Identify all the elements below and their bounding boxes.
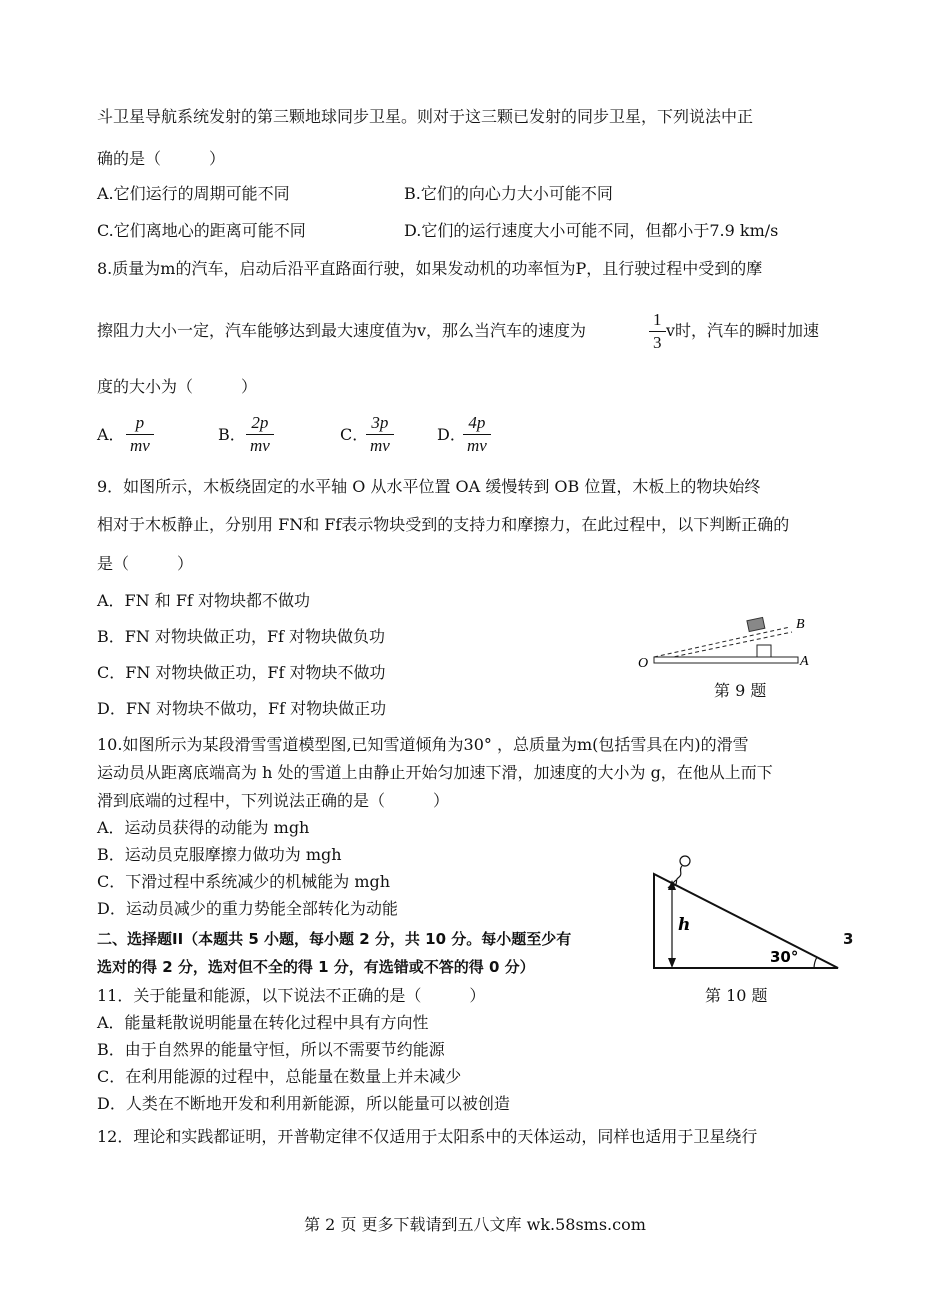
q10-line3: 滑到底端的过程中，下列说法正确的是（ ）: [97, 791, 450, 810]
q8-option-d-label: D．: [437, 425, 466, 444]
q11-option-b: B．由于自然界的能量守恒，所以不需要节约能源: [97, 1040, 445, 1059]
q8-option-a-fraction: [126, 413, 154, 456]
q8-option-b-fraction: [246, 413, 274, 456]
numerator: 2p: [251, 413, 269, 432]
q11-option-d: D．人类在不断地开发和利用新能源，所以能量可以被创造: [97, 1094, 510, 1113]
numerator: p: [135, 413, 145, 432]
fraction-bar: [246, 434, 274, 435]
q8-option-b-label: B．: [218, 425, 246, 444]
q10-caption: 第 10 题: [705, 986, 768, 1005]
q10-line2: 运动员从距离底端高为 h 处的雪道上由静止开始匀加速下滑，加速度的大小为 g，在他从上而下: [97, 763, 773, 782]
q11-line1: 11．关于能量和能源，以下说法不正确的是（ ）: [97, 986, 486, 1005]
q8-option-d-fraction: [463, 413, 491, 456]
q8-line3: 度的大小为（ ）: [97, 377, 258, 396]
q8-line2b: v时，汽车的瞬时加速: [666, 321, 820, 340]
board-oa: [654, 657, 798, 663]
q9-line1: 9．如图所示，木板绕固定的水平轴 O 从水平位置 OA 缓慢转到 OB 位置，木板上的物块始终: [97, 477, 761, 496]
block-on-oa: [757, 645, 771, 657]
label-b: B: [796, 617, 805, 632]
label-a: A: [800, 654, 809, 669]
q8-fraction: [649, 310, 666, 353]
section2-line1-end: 3: [843, 930, 854, 948]
q10-option-b: B．运动员克服摩擦力做功为 mgh: [97, 845, 342, 864]
label-h: h: [678, 915, 691, 935]
denominator: mv: [130, 436, 150, 455]
q7-option-d: D.它们的运行速度大小可能不同，但都小于7.9 km/s: [404, 221, 779, 240]
q7-option-c: C.它们离地心的距离可能不同: [97, 221, 306, 240]
q10-option-a: A．运动员获得的动能为 mgh: [97, 818, 310, 837]
numerator: 4p: [468, 413, 486, 432]
q9-line2: 相对于木板静止，分别用 FN和 Ff表示物块受到的支持力和摩擦力，在此过程中，以下判断正确的: [97, 515, 790, 534]
q8-fraction-denominator: 3: [653, 333, 662, 352]
q8-option-c-fraction: [366, 413, 394, 456]
q10-slope-figure: [642, 850, 842, 972]
q12-line1: 12．理论和实践都证明，开普勒定律不仅适用于太阳系中的天体运动，同样也适用于卫星绕行: [97, 1127, 758, 1146]
q11-option-a: A．能量耗散说明能量在转化过程中具有方向性: [97, 1013, 429, 1032]
q8-fraction-numerator: 1: [653, 310, 662, 329]
q9-line3: 是（ ）: [97, 554, 194, 573]
q8-line1: 8.质量为m的汽车，启动后沿平直路面行驶，如果发动机的功率恒为P，且行驶过程中受到的摩: [97, 259, 763, 278]
section2-line2: 选对的得 2 分，选对但不全的得 1 分，有选错或不答的得 0 分）: [97, 958, 535, 976]
q7-option-b: B.它们的向心力大小可能不同: [404, 184, 613, 203]
q7-option-a: A.它们运行的周期可能不同: [97, 184, 290, 203]
q9-board-figure: [630, 605, 820, 675]
numerator: 3p: [371, 413, 389, 432]
q9-option-a: A．FN 和 Ff 对物块都不做功: [97, 591, 310, 610]
q8-option-a-label: A．: [97, 425, 125, 444]
q9-caption: 第 9 题: [714, 681, 767, 700]
denominator: mv: [467, 436, 487, 455]
q10-option-d: D．运动员减少的重力势能全部转化为动能: [97, 899, 398, 918]
denominator: mv: [250, 436, 270, 455]
q10-option-c: C．下滑过程中系统减少的机械能为 mgh: [97, 872, 391, 891]
label-angle: 30°: [770, 948, 799, 966]
denominator: mv: [370, 436, 390, 455]
fraction-bar: [649, 331, 666, 332]
fraction-bar: [366, 434, 394, 435]
q7-line1: 斗卫星导航系统发射的第三颗地球同步卫星。则对于这三颗已发射的同步卫星，下列说法中正: [97, 107, 754, 126]
fraction-bar: [463, 434, 491, 435]
q8-option-c-label: C．: [340, 425, 369, 444]
q9-option-b: B．FN 对物块做正功，Ff 对物块做负功: [97, 627, 386, 646]
q9-option-c: C．FN 对物块做正功，Ff 对物块不做功: [97, 663, 386, 682]
q7-line2: 确的是（ ）: [97, 149, 226, 168]
block-on-ob: [747, 617, 765, 631]
q8-line2a: 擦阻力大小一定，汽车能够达到最大速度值为v，那么当汽车的速度为: [97, 321, 587, 340]
page-footer: 第 2 页 更多下载请到五八文库 wk.58sms.com: [304, 1215, 646, 1234]
q10-line1: 10.如图所示为某段滑雪雪道模型图,已知雪道倾角为30° ，总质量为m(包括雪具在内)的滑雪: [97, 735, 749, 754]
q11-option-c: C．在利用能源的过程中，总能量在数量上并未减少: [97, 1067, 462, 1086]
section2-line1: 二、选择题II（本题共 5 小题，每小题 2 分，共 10 分。每小题至少有: [97, 930, 572, 948]
fraction-bar: [126, 434, 154, 435]
q9-option-d: D．FN 对物块不做功，Ff 对物块做正功: [97, 699, 387, 718]
label-o: O: [638, 656, 649, 671]
